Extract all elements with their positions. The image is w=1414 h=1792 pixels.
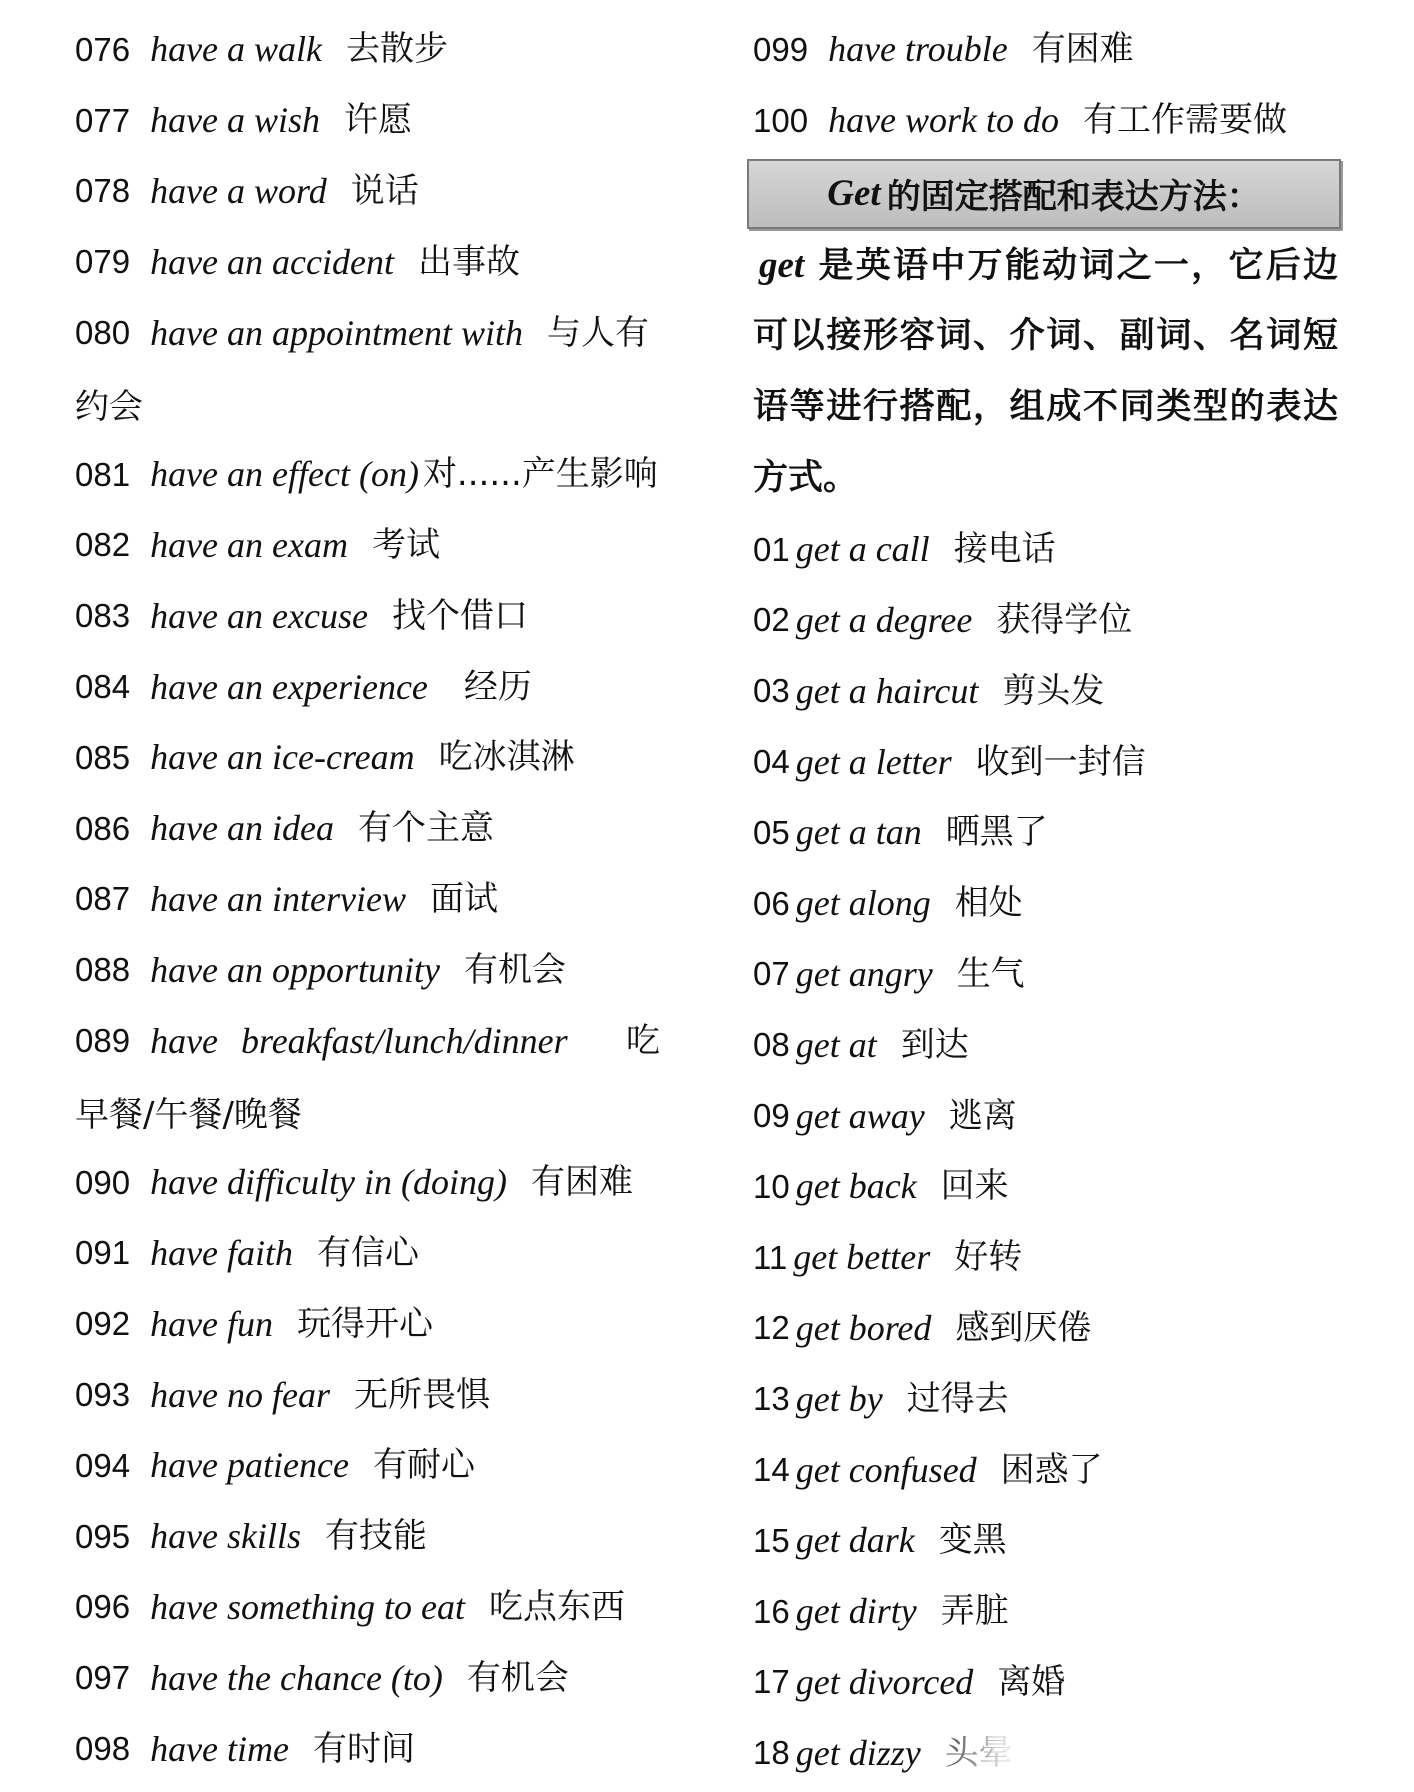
list-item <box>75 1147 675 1218</box>
item-number: 097 <box>75 1659 131 1697</box>
list-item <box>753 939 1353 1010</box>
phrase-english: have an ice-cream <box>150 737 415 778</box>
item-number: 080 <box>75 314 131 352</box>
phrase-chinese: 有耐心 <box>372 1445 475 1486</box>
item-number: 04 <box>753 743 790 781</box>
phrase-english: have a wish <box>150 100 321 141</box>
phrase-english: have faith <box>150 1232 294 1273</box>
phrase-chinese: 生气 <box>956 953 1025 994</box>
phrase-english: have an excuse <box>150 595 368 636</box>
phrase-english: get away <box>795 1095 925 1136</box>
phrase-chinese: 许愿 <box>344 100 413 141</box>
list-item <box>75 226 675 297</box>
phrase-chinese: 吃点东西 <box>489 1586 625 1627</box>
phrase-chinese: 与人有 <box>547 312 650 353</box>
item-number: 12 <box>753 1309 790 1347</box>
phrase-english: have a walk <box>150 29 323 70</box>
item-number: 08 <box>753 1026 790 1064</box>
phrase-english: have an exam <box>150 524 348 565</box>
list-item <box>753 797 1353 868</box>
list-item <box>75 864 675 935</box>
item-number: 07 <box>753 955 790 993</box>
phrase-chinese: 有困难 <box>530 1162 633 1203</box>
list-item <box>75 1288 675 1359</box>
phrase-chinese: 有机会 <box>464 949 567 990</box>
phrase-english: get at <box>795 1024 877 1065</box>
item-number: 092 <box>75 1305 131 1343</box>
list-item <box>753 85 1353 156</box>
phrase-chinese: 逃离 <box>948 1095 1017 1136</box>
phrase-english: get bored <box>795 1307 932 1348</box>
item-number: 02 <box>753 601 790 639</box>
item-number: 01 <box>753 530 790 568</box>
item-number: 16 <box>753 1592 790 1630</box>
item-number: 096 <box>75 1588 131 1626</box>
list-item <box>753 1434 1353 1505</box>
phrase-chinese: 有困难 <box>1031 29 1134 70</box>
item-number: 100 <box>753 101 809 139</box>
list-item <box>75 1642 675 1713</box>
phrase-english: have an appointment with <box>150 312 524 353</box>
list-item <box>75 722 675 793</box>
phrase-chinese: 有个主意 <box>358 808 494 849</box>
phrase-chinese: 经历 <box>463 666 532 707</box>
phrase-chinese: 好转 <box>954 1237 1023 1278</box>
list-item <box>75 1572 675 1643</box>
phrase-english: have an effect (on) <box>150 454 419 495</box>
phrase-chinese: 晒黑了 <box>945 812 1048 853</box>
list-item <box>753 514 1353 585</box>
phrase-chinese: 困惑了 <box>1000 1449 1103 1490</box>
phrase-chinese-continued: 早餐/午餐/晚餐 <box>75 1094 302 1135</box>
phrase-english: get confused <box>795 1449 977 1490</box>
item-number: 06 <box>753 884 790 922</box>
item-number: 18 <box>753 1734 790 1772</box>
item-number: 098 <box>75 1730 131 1768</box>
list-item <box>75 156 675 227</box>
intro-paragraph <box>753 231 1338 514</box>
item-number: 099 <box>753 30 809 68</box>
phrase-chinese: 获得学位 <box>996 599 1133 640</box>
list-item <box>753 868 1353 939</box>
item-number: 17 <box>753 1663 790 1701</box>
list-item <box>753 726 1353 797</box>
phrase-chinese: 说话 <box>350 170 419 211</box>
phrase-chinese: 离婚 <box>997 1661 1066 1702</box>
list-item <box>75 1713 675 1784</box>
phrase-english: get a call <box>795 529 930 570</box>
item-number: 091 <box>75 1234 131 1272</box>
list-item <box>753 1505 1353 1576</box>
phrase-chinese: 有工作需要做 <box>1083 100 1288 141</box>
phrase-chinese: 去散步 <box>346 29 449 70</box>
item-number: 090 <box>75 1163 131 1201</box>
phrase-chinese: 无所畏惧 <box>354 1374 491 1415</box>
phrase-english: have an accident <box>150 241 394 282</box>
phrase-chinese: 剪头发 <box>1002 670 1105 711</box>
item-number: 05 <box>753 813 790 851</box>
left-column <box>75 14 675 1784</box>
item-number: 13 <box>753 1380 790 1418</box>
phrase-chinese: 有信心 <box>317 1232 420 1273</box>
list-item <box>75 793 675 864</box>
list-item <box>753 1717 1353 1788</box>
phrase-english: get by <box>795 1378 883 1419</box>
phrase-chinese: 变黑 <box>938 1520 1007 1561</box>
list-item <box>75 1430 675 1501</box>
phrase-chinese: 考试 <box>371 524 440 565</box>
section-title: 的固定搭配和表达方法： <box>886 177 1261 218</box>
phrase-english: get a tan <box>795 812 922 853</box>
phrase-english: get dizzy <box>795 1732 921 1773</box>
phrase-english: have no fear <box>150 1374 331 1415</box>
list-item <box>753 1009 1353 1080</box>
phrase-chinese: 收到一封信 <box>975 741 1146 782</box>
item-number: 087 <box>75 880 131 918</box>
list-item <box>75 580 675 651</box>
list-item <box>753 1647 1353 1718</box>
phrase-chinese: 吃冰淇淋 <box>438 737 575 778</box>
list-item <box>75 651 675 722</box>
phrase-english: have patience <box>150 1445 349 1486</box>
item-number: 084 <box>75 668 131 706</box>
list-item <box>753 585 1353 656</box>
phrase-english: get better <box>793 1237 931 1278</box>
phrase-chinese: 找个借口 <box>391 595 528 636</box>
phrase-english: have difficulty in (doing) <box>150 1162 507 1203</box>
item-number: 085 <box>75 738 131 776</box>
phrase-english: have fun <box>150 1303 274 1344</box>
phrase-chinese: 感到厌倦 <box>955 1307 1092 1348</box>
item-number: 088 <box>75 951 131 989</box>
phrase-chinese: 接电话 <box>953 529 1056 570</box>
phrase-english: have something to eat <box>150 1586 465 1627</box>
phrase-chinese: 对......产生影响 <box>422 454 658 495</box>
section-header <box>747 159 1341 229</box>
item-number: 03 <box>753 672 790 710</box>
item-number: 14 <box>753 1451 790 1489</box>
phrase-chinese-continued: 约会 <box>75 386 143 427</box>
phrase-chinese: 有时间 <box>313 1728 415 1769</box>
phrase-english: have skills <box>150 1516 302 1557</box>
phrase-english: have the chance (to) <box>150 1657 443 1698</box>
list-item <box>753 1293 1353 1364</box>
phrase-english: get a haircut <box>795 670 979 711</box>
list-item <box>753 14 1353 85</box>
phrase-english: have breakfast/lunch/dinner <box>150 1020 568 1061</box>
phrase-english: have a word <box>150 170 327 211</box>
phrase-chinese: 回来 <box>940 1166 1009 1207</box>
item-number: 076 <box>75 30 131 68</box>
list-item <box>75 510 675 581</box>
phrase-chinese: 面试 <box>429 878 498 919</box>
list-item <box>75 1218 675 1289</box>
phrase-english: get back <box>795 1166 917 1207</box>
item-number: 095 <box>75 1517 131 1555</box>
phrase-english: get angry <box>795 953 933 994</box>
section-keyword: Get <box>827 173 881 215</box>
item-number: 079 <box>75 243 131 281</box>
list-item <box>753 1576 1353 1647</box>
phrase-english: have work to do <box>828 100 1060 141</box>
phrase-chinese: 出事故 <box>417 241 520 282</box>
item-number: 11 <box>753 1238 788 1276</box>
phrase-chinese: 过得去 <box>906 1378 1009 1419</box>
phrase-chinese: 吃 <box>626 1020 660 1061</box>
item-number: 15 <box>753 1521 790 1559</box>
phrase-chinese: 弄脏 <box>940 1591 1009 1632</box>
item-number: 077 <box>75 101 131 139</box>
phrase-english: have an interview <box>150 878 406 919</box>
phrase-english: get dirty <box>795 1591 917 1632</box>
phrase-english: get a degree <box>795 599 973 640</box>
phrase-chinese: 头晕 <box>944 1732 1013 1773</box>
list-item <box>75 439 675 510</box>
right-column <box>753 14 1353 1788</box>
list-item <box>75 1359 675 1430</box>
list-item <box>753 1080 1353 1151</box>
item-number: 094 <box>75 1446 131 1484</box>
item-number: 093 <box>75 1376 131 1414</box>
item-number: 086 <box>75 809 131 847</box>
item-number: 089 <box>75 1022 131 1060</box>
phrase-english: have an opportunity <box>150 949 441 990</box>
item-number: 09 <box>753 1097 790 1135</box>
phrase-chinese: 玩得开心 <box>297 1303 434 1344</box>
phrase-english: get divorced <box>795 1661 974 1702</box>
intro-text: 是英语中万能动词之一，它后边可以接形容词、介词、副词、名词短语等进行搭配，组成不同类型的表达方式。 <box>753 245 1338 498</box>
list-item <box>75 1501 675 1572</box>
phrase-english: have time <box>150 1728 289 1769</box>
phrase-chinese: 有机会 <box>466 1657 569 1698</box>
list-item <box>75 1005 660 1076</box>
list-item <box>753 655 1353 726</box>
phrase-chinese: 有技能 <box>325 1516 428 1557</box>
list-item <box>753 1151 1353 1222</box>
phrase-english: get along <box>795 883 931 924</box>
list-item <box>75 14 675 85</box>
intro-keyword: get <box>759 244 805 286</box>
item-number: 078 <box>75 172 131 210</box>
list-item <box>75 297 675 368</box>
item-number: 081 <box>75 455 131 493</box>
list-item <box>753 1222 1353 1293</box>
phrase-english: get dark <box>795 1520 915 1561</box>
item-number: 083 <box>75 597 131 635</box>
list-item <box>753 1363 1353 1434</box>
item-number: 10 <box>753 1167 790 1205</box>
phrase-chinese: 相处 <box>954 883 1023 924</box>
phrase-chinese: 到达 <box>900 1024 969 1065</box>
phrase-english: have an experience <box>150 666 428 707</box>
item-number: 082 <box>75 526 131 564</box>
phrase-english: get a letter <box>795 741 952 782</box>
phrase-english: have trouble <box>828 29 1008 70</box>
list-item <box>75 85 675 156</box>
list-item <box>75 934 675 1005</box>
phrase-english: have an idea <box>150 808 334 849</box>
